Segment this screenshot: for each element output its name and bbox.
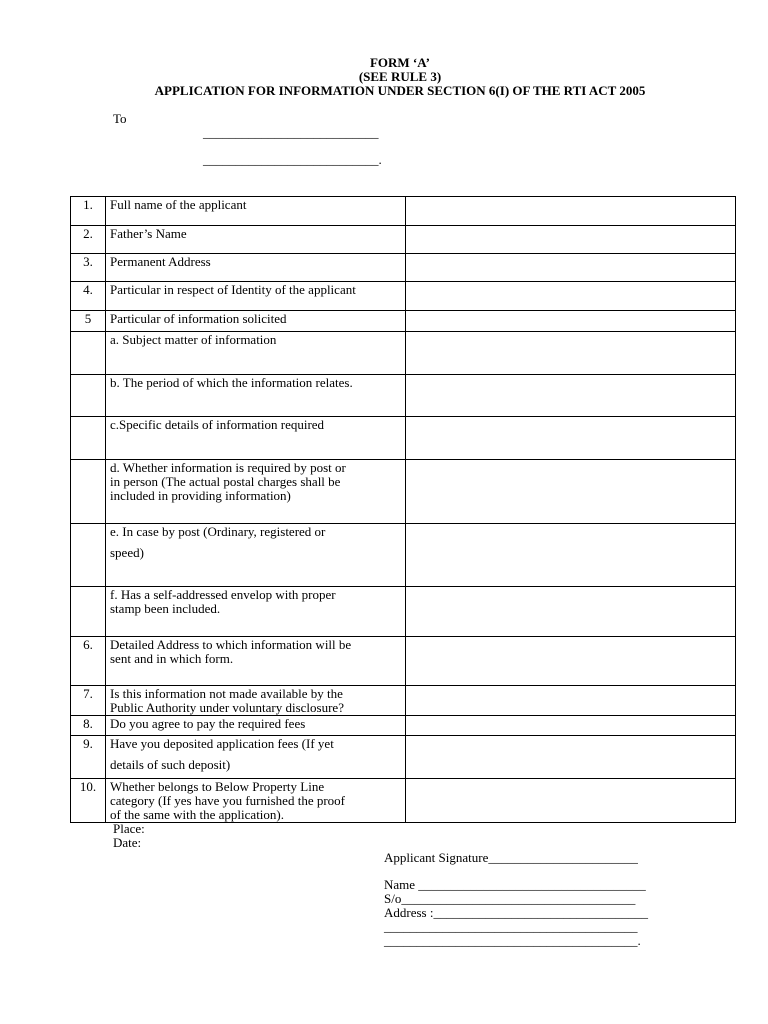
question-line: Public Authority under voluntary disclosure? bbox=[110, 700, 344, 715]
answer-cell[interactable] bbox=[406, 375, 736, 417]
address-line-3: _______________________________________. bbox=[384, 933, 641, 948]
row-question bbox=[106, 779, 406, 823]
row-question bbox=[106, 716, 406, 736]
table-row bbox=[71, 524, 736, 587]
row-question bbox=[106, 332, 406, 375]
answer-cell[interactable] bbox=[406, 736, 736, 779]
row-question bbox=[106, 587, 406, 637]
question-line: a. Subject matter of information bbox=[110, 332, 277, 347]
question-line: Have you deposited application fees (If yet bbox=[110, 736, 334, 751]
question-line: Is this information not made available by the bbox=[110, 686, 343, 701]
row-number: 4. bbox=[71, 282, 106, 311]
table-row bbox=[71, 375, 736, 417]
row-question bbox=[106, 197, 406, 226]
date-label: Date: bbox=[113, 835, 142, 850]
table-row bbox=[71, 779, 736, 823]
answer-cell[interactable] bbox=[406, 254, 736, 282]
question-line: stamp been included. bbox=[110, 601, 221, 616]
table-row bbox=[71, 197, 736, 226]
answer-cell[interactable] bbox=[406, 587, 736, 637]
question-line: of the same with the application). bbox=[110, 807, 285, 822]
table-row bbox=[71, 417, 736, 460]
row-question bbox=[106, 311, 406, 332]
question-line: Detailed Address to which information will be bbox=[110, 637, 352, 652]
table-row bbox=[71, 736, 736, 779]
row-number: 9. bbox=[71, 736, 106, 779]
row-number: 6. bbox=[71, 637, 106, 686]
row-question bbox=[106, 524, 406, 587]
form-heading: APPLICATION FOR INFORMATION UNDER SECTION 6(I) OF THE RTI ACT 2005 bbox=[154, 83, 646, 98]
question-line: Whether belongs to Below Property Line bbox=[110, 779, 325, 794]
row-question bbox=[106, 226, 406, 254]
row-number bbox=[71, 332, 106, 375]
question-line: Father’s Name bbox=[110, 226, 187, 241]
row-question bbox=[106, 637, 406, 686]
answer-cell[interactable] bbox=[406, 226, 736, 254]
table-row bbox=[71, 226, 736, 254]
answer-cell[interactable] bbox=[406, 311, 736, 332]
answer-cell[interactable] bbox=[406, 332, 736, 375]
row-question bbox=[106, 686, 406, 716]
table-row bbox=[71, 587, 736, 637]
row-question bbox=[106, 375, 406, 417]
table-row bbox=[71, 716, 736, 736]
name-line: Name ___________________________________ bbox=[384, 877, 646, 892]
row-number bbox=[71, 587, 106, 637]
table-row bbox=[71, 282, 736, 311]
table-row bbox=[71, 460, 736, 524]
answer-cell[interactable] bbox=[406, 417, 736, 460]
question-line: Particular of information solicited bbox=[110, 311, 287, 326]
row-question bbox=[106, 254, 406, 282]
question-line: b. The period of which the information relates. bbox=[110, 375, 353, 390]
address-line: Address :_________________________________ bbox=[384, 905, 648, 920]
table-row bbox=[71, 686, 736, 716]
question-line: details of such deposit) bbox=[110, 757, 231, 772]
row-number: 2. bbox=[71, 226, 106, 254]
answer-cell[interactable] bbox=[406, 197, 736, 226]
row-question bbox=[106, 460, 406, 524]
question-line: e. In case by post (Ordinary, registered or bbox=[110, 524, 326, 539]
to-label: To bbox=[113, 111, 127, 126]
table-row bbox=[71, 254, 736, 282]
row-number: 3. bbox=[71, 254, 106, 282]
question-line: d. Whether information is required by post or bbox=[110, 460, 346, 475]
question-line: Particular in respect of Identity of the applicant bbox=[110, 282, 356, 297]
question-line: speed) bbox=[110, 545, 144, 560]
to-line-1: ___________________________ bbox=[203, 125, 379, 140]
question-line: Do you agree to pay the required fees bbox=[110, 716, 306, 731]
row-number: 1. bbox=[71, 197, 106, 226]
answer-cell[interactable] bbox=[406, 686, 736, 716]
row-question bbox=[106, 417, 406, 460]
question-line: sent and in which form. bbox=[110, 651, 234, 666]
answer-cell[interactable] bbox=[406, 282, 736, 311]
row-question bbox=[106, 282, 406, 311]
question-line: category (If yes have you furnished the proof bbox=[110, 793, 345, 808]
row-number: 8. bbox=[71, 716, 106, 736]
form-title: FORM ‘A’ bbox=[369, 55, 431, 70]
row-number bbox=[71, 524, 106, 587]
row-question bbox=[106, 736, 406, 779]
row-number bbox=[71, 460, 106, 524]
application-table bbox=[70, 196, 736, 823]
row-number: 5 bbox=[71, 311, 106, 332]
question-line: Permanent Address bbox=[110, 254, 211, 269]
to-line-2: ___________________________. bbox=[203, 152, 382, 167]
question-line: Full name of the applicant bbox=[110, 197, 247, 212]
applicant-signature: Applicant Signature_______________________ bbox=[384, 850, 638, 865]
table-row bbox=[71, 332, 736, 375]
row-number bbox=[71, 375, 106, 417]
answer-cell[interactable] bbox=[406, 637, 736, 686]
row-number: 7. bbox=[71, 686, 106, 716]
row-number: 10. bbox=[71, 779, 106, 823]
place-label: Place: bbox=[113, 821, 145, 836]
answer-cell[interactable] bbox=[406, 460, 736, 524]
answer-cell[interactable] bbox=[406, 779, 736, 823]
question-line: in person (The actual postal charges shall be bbox=[110, 474, 341, 489]
table-row bbox=[71, 637, 736, 686]
row-number bbox=[71, 417, 106, 460]
form-rule: (SEE RULE 3) bbox=[358, 69, 442, 84]
answer-cell[interactable] bbox=[406, 524, 736, 587]
question-line: c.Specific details of information required bbox=[110, 417, 325, 432]
so-line: S/o____________________________________ bbox=[384, 891, 636, 906]
question-line: f. Has a self-addressed envelop with proper bbox=[110, 587, 336, 602]
answer-cell[interactable] bbox=[406, 716, 736, 736]
table-row bbox=[71, 311, 736, 332]
question-line: included in providing information) bbox=[110, 488, 291, 503]
address-line-2: _______________________________________ bbox=[384, 919, 638, 934]
